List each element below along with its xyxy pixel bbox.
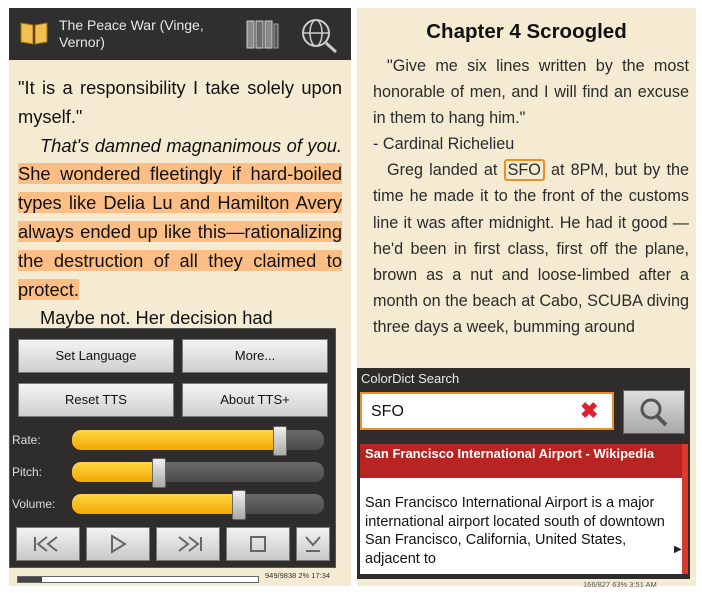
expand-arrow-icon[interactable]: ▶ <box>674 544 682 555</box>
library-icon[interactable] <box>245 18 279 50</box>
skip-back-button[interactable] <box>16 527 80 561</box>
attribution: - Cardinal Richelieu <box>373 135 515 154</box>
minimize-icon <box>297 528 329 560</box>
reader-header <box>9 8 351 60</box>
italic-text: That's damned magnanimous of you. <box>40 134 342 156</box>
search-button[interactable] <box>623 390 685 434</box>
about-tts-button[interactable]: About TTS+ <box>182 383 328 417</box>
book-title: The Peace War (Vinge, Vernor) <box>59 17 204 50</box>
pitch-slider-fill <box>72 462 158 482</box>
reader-text <box>18 74 342 333</box>
volume-slider[interactable] <box>72 494 324 514</box>
colordict-title: ColorDict Search <box>361 371 460 386</box>
stop-button[interactable] <box>226 527 290 561</box>
result-body: San Francisco International Airport is a major international airport located south of downtown San Francisco, California, United States, adjacent to <box>365 495 665 567</box>
colordict-popup <box>357 368 690 579</box>
reading-progress <box>17 576 259 583</box>
set-language-button[interactable]: Set Language <box>18 339 174 373</box>
tts-control-panel <box>9 328 336 568</box>
play-button[interactable] <box>86 527 150 561</box>
search-query[interactable]: SFO <box>371 403 404 420</box>
paragraph-text: Maybe not. Her decision had <box>40 307 273 329</box>
reading-status: 166/827 63% 3:51 AM <box>583 580 657 589</box>
reader-text <box>373 53 689 340</box>
skip-forward-button[interactable] <box>156 527 220 561</box>
highlighted-text[interactable]: She wondered fleetingly if hard-boiled types like Delia Lu and Hamilton Avery always ended up like this—rationalizing the destruction of all they claimed to protect. <box>18 163 342 300</box>
skip-back-icon <box>17 528 79 560</box>
result-header <box>360 444 682 478</box>
quote-text: "Give me six lines written by the most honorable of men, and I will find an excuse in them to hang him." <box>373 57 689 128</box>
play-icon <box>87 528 149 560</box>
skip-forward-icon <box>157 528 219 560</box>
clear-icon[interactable]: ✖ <box>580 398 599 423</box>
globe-search-icon[interactable] <box>299 16 339 54</box>
reader-footer <box>9 570 351 586</box>
stop-icon <box>227 528 289 560</box>
minimize-button[interactable] <box>296 527 330 561</box>
search-input[interactable] <box>360 392 614 430</box>
pitch-slider-thumb[interactable] <box>152 458 166 488</box>
paragraph-text: at 8PM, but by the time he made it to the front of the customs line it was after midnight. He had it good — he'd been in first class, first off the plane, brown as a nut and loose-limbed after a month on the beach at Cabo, SCUBA diving three days a week, bumming around <box>373 161 689 336</box>
rate-slider[interactable] <box>72 430 324 450</box>
progress-fill <box>18 577 42 582</box>
paragraph-text: Greg landed at <box>387 161 498 180</box>
volume-slider-thumb[interactable] <box>232 490 246 520</box>
book-icon[interactable] <box>19 20 49 46</box>
more-button[interactable]: More... <box>182 339 328 373</box>
rate-slider-thumb[interactable] <box>273 426 287 456</box>
paragraph <box>373 157 689 340</box>
paragraph <box>18 132 342 305</box>
paragraph: "It is a responsibility I take solely upon myself." <box>18 77 342 127</box>
pitch-label: Pitch: <box>12 465 43 479</box>
selected-word[interactable]: SFO <box>504 159 545 181</box>
reset-tts-button[interactable]: Reset TTS <box>18 383 174 417</box>
reading-status: 949/9838 2% 17:34 <box>265 571 331 580</box>
rate-label: Rate: <box>12 433 41 447</box>
pitch-slider[interactable] <box>72 462 324 482</box>
chapter-title: Chapter 4 Scroogled <box>426 20 627 43</box>
rate-slider-fill <box>72 430 279 450</box>
volume-label: Volume: <box>12 497 56 511</box>
paragraph <box>373 53 689 131</box>
search-icon <box>624 391 684 433</box>
result-title: San Francisco International Airport - Wikipedia <box>365 446 655 461</box>
search-result[interactable] <box>360 444 688 574</box>
volume-slider-fill <box>72 494 238 514</box>
